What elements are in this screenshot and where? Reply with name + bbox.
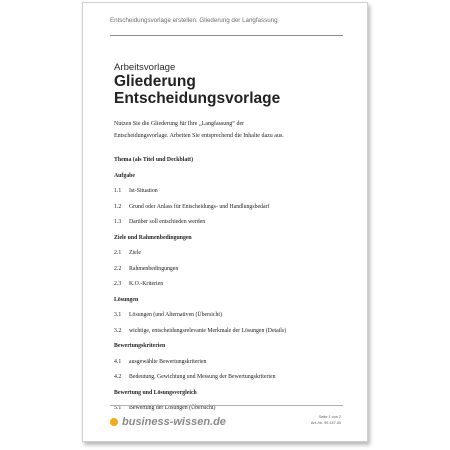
item-text: K.O.-Kriterien <box>129 281 164 287</box>
title-line-2: Entscheidungsvorlage <box>114 90 281 107</box>
brand-logo <box>110 415 226 429</box>
item-text: Bewertung der Lösungen (Übersicht) <box>129 405 216 411</box>
outline-item <box>114 310 354 321</box>
outline-thema: Thema (als Titel und Deckblatt) <box>114 157 194 163</box>
item-number: 2.1 <box>114 250 122 256</box>
document-page <box>82 2 368 442</box>
document-subtitle: Arbeitsvorlage <box>114 62 176 73</box>
section-heading: Bewertung und Lösungsvergleich <box>114 389 197 396</box>
item-number: 3.1 <box>114 312 122 318</box>
outline-item <box>114 248 354 259</box>
intro-paragraph <box>114 118 349 142</box>
item-number: 5.1 <box>114 405 122 411</box>
item-number: 4.2 <box>114 374 122 380</box>
outline-item <box>114 202 354 213</box>
running-header: Entscheidungsvorlage erstellen: Gliederung der Langfassung <box>110 17 278 24</box>
page-number: Seite 1 von 2 <box>318 415 341 419</box>
outline-item <box>114 372 354 383</box>
item-text: Rahmenbedingungen <box>129 265 179 272</box>
article-number: Art.-Nr. 99.147.00 <box>311 421 341 425</box>
item-text: wichtige, entscheidungsrelevante Merkmale der Lösungen (Details) <box>129 327 287 334</box>
item-text: Bedeutung, Gewichtung und Messung der Bewertungskriterien <box>129 374 276 380</box>
logo-text: business-wissen.de <box>122 416 226 428</box>
item-text: Darüber soll entschieden werden <box>129 219 206 225</box>
page-info <box>311 414 341 426</box>
outline-item <box>114 264 354 275</box>
item-number: 4.1 <box>114 358 122 365</box>
title-line-1: Gliederung <box>114 73 196 90</box>
outline <box>114 155 354 419</box>
section-heading: Bewertungskriterien <box>114 343 166 349</box>
intro-line-2: Entscheidungsvorlage. Arbeiten Sie entsprechend die Inhalte dazu aus. <box>114 133 284 139</box>
item-text: ausgewählte Bewertungskriterien <box>129 358 207 365</box>
item-text: Grund oder Anlass für Entscheidungs- und Handlungsbedarf <box>129 203 270 210</box>
item-text: Ist-Situation <box>129 188 158 194</box>
outline-item <box>114 357 354 368</box>
item-number: 1.3 <box>114 219 122 225</box>
footer-divider <box>110 405 343 406</box>
outline-item <box>114 217 354 228</box>
section-heading: Lösungen <box>114 296 139 303</box>
document-title <box>114 73 280 107</box>
section-heading: Ziele und Rahmenbedingungen <box>114 234 192 241</box>
logo-dot-icon <box>110 418 118 426</box>
outline-item <box>114 326 354 337</box>
item-number: 2.2 <box>114 265 122 272</box>
item-number: 1.2 <box>114 203 122 210</box>
item-number: 3.2 <box>114 327 122 334</box>
section-heading: Aufgabe <box>114 172 135 179</box>
intro-line-1: Nutzen Sie die Gliederung für Ihre „Langfassung“ der <box>114 121 245 127</box>
outline-item <box>114 279 354 290</box>
outline-item <box>114 186 354 197</box>
item-text: Ziele <box>129 250 141 256</box>
item-number: 1.1 <box>114 188 122 194</box>
item-number: 2.3 <box>114 281 122 287</box>
item-text: Lösungen (und Alternativen (Übersicht) <box>129 312 222 318</box>
header-divider <box>110 35 343 36</box>
